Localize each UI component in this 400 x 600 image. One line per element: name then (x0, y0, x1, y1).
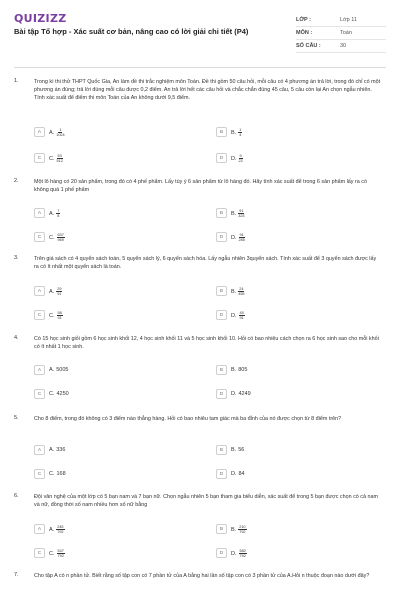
denominator: 323 (238, 213, 245, 218)
option-letter-badge: A (34, 286, 45, 296)
numerator: 582 (239, 548, 246, 553)
fraction (239, 311, 245, 320)
option-number: 805 (238, 367, 248, 373)
fraction (238, 128, 242, 137)
numerator: 45 (239, 310, 244, 315)
answer-option-a[interactable] (34, 523, 65, 535)
option-prefix: A. (49, 367, 55, 373)
fraction (239, 549, 247, 558)
meta-label: SỐ CÂU : (296, 43, 321, 49)
question-number: 3. (14, 255, 19, 261)
numerator: 547 (57, 548, 64, 553)
option-prefix: D. (231, 155, 237, 162)
denominator: 1024 (56, 132, 65, 137)
option-letter-badge: B (216, 524, 227, 534)
option-number: 84 (238, 471, 245, 477)
option-value (231, 367, 247, 373)
answer-option-d[interactable] (216, 309, 245, 321)
numerator: 1 (59, 127, 62, 132)
header-divider (14, 67, 386, 68)
meta-value: Lớp 11 (340, 17, 357, 23)
option-value (49, 549, 65, 558)
denominator: 4 (239, 132, 242, 137)
option-value (49, 525, 65, 534)
denominator: 22 (238, 158, 243, 163)
option-prefix: B. (231, 367, 237, 373)
question-number: 2. (14, 178, 19, 184)
answer-option-a[interactable] (34, 444, 65, 456)
answer-option-b[interactable] (216, 207, 245, 219)
numerator: 9 (239, 153, 242, 158)
header (14, 10, 386, 62)
denominator: 91 (57, 291, 62, 296)
option-value (49, 311, 63, 320)
option-number: 56 (238, 447, 245, 453)
option-letter-badge: B (216, 445, 227, 455)
denominator: 792 (57, 529, 64, 534)
question-text: Trong kì thi thử THPT Quốc Gia, An làm đề thi trắc nghiệm môn Toán. Đề thi gồm 50 câu hỏi, mỗi câu có 4 phương án trả lời, trong đó chỉ có một phương án đúng; trả lời đúng mỗi câu được 0,2 điểm. An trả lời hết các câu hỏi và chắc chắn đúng 45 câu, 5 câu còn lại An chọn ngẫu nhiên. Tính xác suất để điểm thi môn Toán của An không dưới 9,5 điểm. (34, 79, 381, 101)
denominator: 91 (57, 315, 62, 320)
fraction (56, 287, 62, 296)
answer-option-c[interactable] (34, 152, 63, 164)
numerator: 24 (239, 286, 244, 291)
option-letter-badge: B (216, 365, 227, 375)
denominator: 969 (57, 237, 64, 242)
option-prefix: B. (231, 288, 237, 295)
option-value (231, 447, 244, 453)
option-value (49, 209, 60, 218)
denominator: 8 (57, 213, 60, 218)
denominator: 792 (57, 553, 64, 558)
answer-option-a[interactable] (34, 207, 60, 219)
answer-option-a[interactable] (34, 285, 62, 297)
question-text: Cho tập A có n phần tử. Biết rằng số tập con có 7 phần tử của A bằng hai lần số tập con có 3 phần tử của A.Hỏi n thuộc đoạn nào dưới đây? (34, 573, 370, 579)
meta-label: MÔN : (296, 30, 313, 36)
fraction (57, 549, 65, 558)
option-letter-badge: A (34, 524, 45, 534)
option-prefix: D. (231, 471, 237, 477)
question-number: 7. (14, 572, 19, 578)
option-prefix: C. (49, 155, 55, 162)
numerator: 91 (239, 232, 244, 237)
numerator: 53 (57, 153, 62, 158)
option-value (49, 154, 63, 163)
fraction (56, 209, 60, 218)
answer-option-b[interactable] (216, 364, 247, 376)
option-value (231, 391, 251, 397)
option-value (231, 128, 242, 137)
option-prefix: A. (49, 210, 55, 217)
option-letter-badge: D (216, 469, 227, 479)
option-prefix: C. (49, 391, 55, 397)
option-number: 4249 (238, 391, 251, 397)
question-number: 1. (14, 78, 19, 84)
numerator: 245 (57, 524, 64, 529)
numerator: 91 (239, 208, 244, 213)
denominator: 91 (239, 315, 244, 320)
answer-option-b[interactable] (216, 523, 247, 535)
option-value (231, 209, 245, 218)
quizizz-logo: QUIZIZZ (14, 12, 67, 25)
numerator: 637 (57, 232, 64, 237)
answer-option-c[interactable] (34, 547, 65, 559)
option-prefix: C. (49, 550, 55, 557)
fraction (238, 525, 246, 534)
option-letter-badge: A (34, 127, 45, 137)
meta-row-subject (296, 27, 386, 40)
option-prefix: D. (231, 391, 237, 397)
fraction (56, 525, 64, 534)
option-letter-badge: C (34, 469, 45, 479)
question-text: Cho 8 điểm, trong đó không có 3 điểm nào thẳng hàng. Hỏi có bao nhiêu tam giác mà ba đỉnh của nó được chọn từ 8 điểm trên? (34, 416, 342, 422)
meta-value: 30 (340, 43, 347, 49)
option-letter-badge: D (216, 310, 227, 320)
fraction (238, 209, 244, 218)
fraction (57, 233, 65, 242)
option-prefix: B. (231, 210, 237, 217)
option-letter-badge: A (34, 365, 45, 375)
option-value (231, 233, 245, 242)
option-letter-badge: C (34, 310, 45, 320)
meta-label: LỚP : (296, 17, 311, 23)
answer-option-c[interactable] (34, 309, 63, 321)
option-prefix: C. (49, 234, 55, 241)
fraction (57, 311, 63, 320)
option-prefix: A. (49, 526, 55, 533)
question-number: 6. (14, 493, 19, 499)
option-letter-badge: B (216, 208, 227, 218)
denominator: 792 (239, 529, 246, 534)
option-value (231, 525, 247, 534)
option-prefix: D. (231, 234, 237, 241)
option-value (49, 233, 65, 242)
denominator: 455 (238, 291, 245, 296)
question-number: 5. (14, 415, 19, 421)
fraction (57, 154, 63, 163)
option-number: 5005 (56, 367, 69, 373)
answer-option-a[interactable] (34, 364, 68, 376)
answer-option-b[interactable] (216, 126, 242, 138)
fraction (56, 128, 64, 137)
denominator: 792 (239, 553, 246, 558)
page-title: Bài tập Tổ hợp - Xác suất cơ bản, nâng cao có lời giải chi tiết (P4) (14, 27, 249, 36)
option-value (49, 471, 66, 477)
option-prefix: A. (49, 447, 55, 453)
numerator: 1 (239, 127, 242, 132)
option-prefix: B. (231, 526, 237, 533)
option-value (231, 471, 245, 477)
answer-option-d[interactable] (216, 388, 251, 400)
numerator: 210 (239, 524, 246, 529)
option-value (49, 367, 68, 373)
answer-option-b[interactable] (216, 285, 245, 297)
meta-table (296, 14, 386, 53)
option-value (231, 311, 245, 320)
option-number: 4250 (56, 391, 69, 397)
answer-option-c[interactable] (34, 231, 65, 243)
answer-option-b[interactable] (216, 444, 244, 456)
denominator: 512 (56, 158, 63, 163)
meta-value: Toán (340, 30, 352, 36)
denominator: 285 (238, 237, 245, 242)
option-prefix: A. (49, 288, 55, 295)
option-prefix: A. (49, 129, 55, 136)
option-letter-badge: C (34, 389, 45, 399)
option-letter-badge: D (216, 548, 227, 558)
option-prefix: B. (231, 447, 237, 453)
answer-option-d[interactable] (216, 231, 245, 243)
option-value (231, 154, 243, 163)
option-letter-badge: B (216, 127, 227, 137)
numerator: 29 (57, 286, 62, 291)
option-value (49, 391, 69, 397)
option-letter-badge: D (216, 153, 227, 163)
option-letter-badge: C (34, 548, 45, 558)
answer-option-d[interactable] (216, 152, 243, 164)
answer-option-d[interactable] (216, 547, 247, 559)
question-text: Có 15 học sinh giỏi gồm 6 học sinh khối 12, 4 học sinh khối 11 và 5 học sinh khối 10. Hỏi có bao nhiêu cách chọn ra 6 học sinh sao cho mỗi khối có ít nhất 1 học sinh. (34, 336, 379, 350)
answer-option-c[interactable] (34, 388, 69, 400)
option-letter-badge: B (216, 286, 227, 296)
option-value (49, 447, 65, 453)
option-prefix: D. (231, 550, 237, 557)
fraction (239, 154, 243, 163)
option-letter-badge: A (34, 208, 45, 218)
fraction (239, 233, 245, 242)
answer-option-d[interactable] (216, 468, 245, 480)
question-text: Trên giá sách có 4 quyển sách toán, 5 quyển sách lý, 6 quyển sách hóa. Lấy ngẫu nhiên 3quyển sách. Tính xác suất để 3 quyển sách được lấy ra có ít nhất một quyển sách là toán. (34, 256, 377, 270)
option-number: 168 (56, 471, 66, 477)
question-number: 4. (14, 335, 19, 341)
fraction (238, 287, 244, 296)
meta-row-count (296, 40, 386, 53)
option-prefix: C. (49, 471, 55, 477)
option-number: 336 (56, 447, 66, 453)
option-letter-badge: D (216, 232, 227, 242)
option-letter-badge: A (34, 445, 45, 455)
option-letter-badge: C (34, 232, 45, 242)
numerator: 58 (57, 310, 62, 315)
option-letter-badge: C (34, 153, 45, 163)
meta-row-grade (296, 14, 386, 27)
question-text: Đội văn nghệ của một lớp có 5 bạn nam và 7 bạn nữ. Chọn ngẫu nhiên 5 bạn tham gia biểu diễn, xác suất để trong 5 bạn được chọn có cả nam và nữ, đồng thời số nam nhiều hơn số nữ bằng (34, 494, 378, 508)
option-prefix: B. (231, 129, 237, 136)
answer-option-c[interactable] (34, 468, 66, 480)
option-value (231, 549, 247, 558)
answer-option-a[interactable] (34, 126, 65, 138)
numerator: 7 (57, 208, 60, 213)
option-value (231, 287, 245, 296)
option-value (49, 128, 65, 137)
option-prefix: C. (49, 312, 55, 319)
option-prefix: D. (231, 312, 237, 319)
option-letter-badge: D (216, 389, 227, 399)
question-text: Một lô hàng có 20 sản phẩm, trong đó có 4 phế phẩm. Lấy tùy ý 6 sản phẩm từ lô hàng đó. Hãy tính xác suất để trong 6 sản phẩm lấy ra có không quá 1 phế phẩm (34, 179, 367, 193)
option-value (49, 287, 62, 296)
